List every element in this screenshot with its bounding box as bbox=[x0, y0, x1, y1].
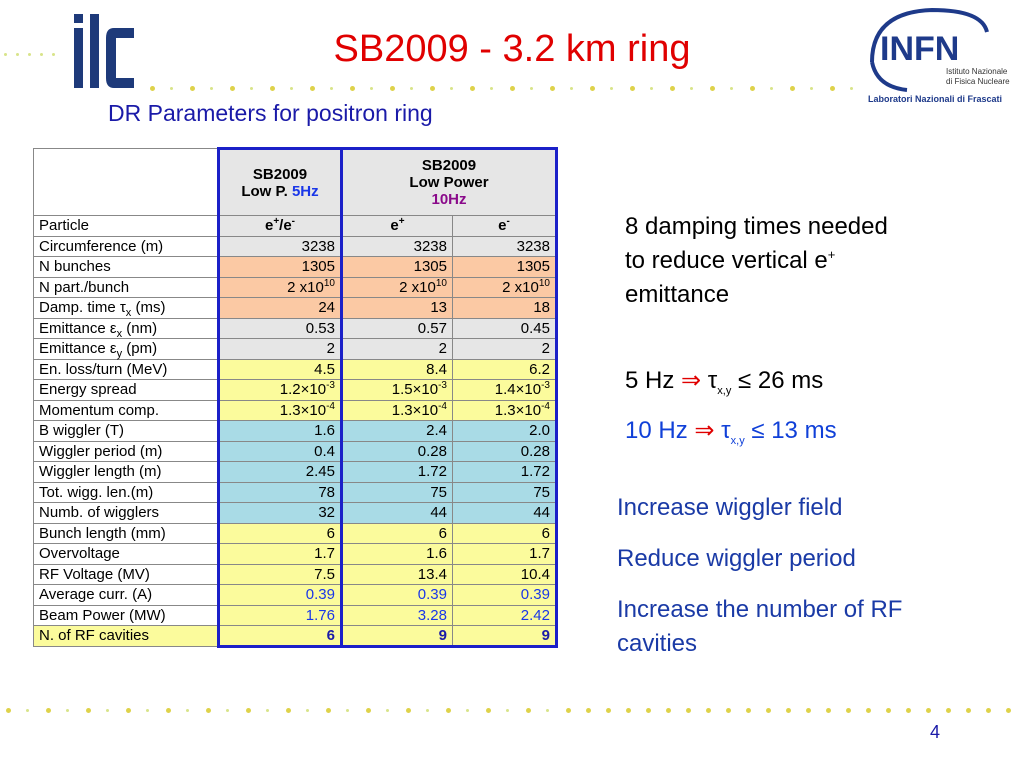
row-value: 8.4 bbox=[342, 359, 453, 380]
action-increase-wiggler-field: Increase wiggler field bbox=[617, 494, 843, 521]
row-value: 0.45 bbox=[453, 318, 557, 339]
row-value: 18 bbox=[453, 298, 557, 319]
slide-title: SB2009 - 3.2 km ring bbox=[333, 28, 691, 70]
table-row bbox=[34, 339, 557, 360]
row-value: 0.53 bbox=[219, 318, 342, 339]
row-label: Circumference (m) bbox=[34, 236, 219, 257]
table-row bbox=[34, 626, 557, 647]
condition-5hz: 5 Hz ⇒ $\tau_{x,y} \le 26$ ms bbox=[625, 367, 824, 397]
row-value: e+ bbox=[342, 216, 453, 237]
row-label: Energy spread bbox=[34, 380, 219, 401]
row-value: 6 bbox=[342, 523, 453, 544]
row-value: 24 bbox=[219, 298, 342, 319]
row-value: 13 bbox=[342, 298, 453, 319]
table-row bbox=[34, 359, 557, 380]
condition-10hz: 10 Hz ⇒ $\tau_{x,y} \le 13$ ms bbox=[625, 417, 837, 447]
row-value: 0.39 bbox=[342, 585, 453, 606]
row-label: Wiggler period (m) bbox=[34, 441, 219, 462]
table-row bbox=[34, 523, 557, 544]
row-value: 1.72 bbox=[453, 462, 557, 483]
table-body bbox=[34, 216, 557, 647]
row-value: 75 bbox=[453, 482, 557, 503]
row-value: 2.42 bbox=[453, 605, 557, 626]
table-row bbox=[34, 482, 557, 503]
row-value: 3238 bbox=[453, 236, 557, 257]
row-label: B wiggler (T) bbox=[34, 421, 219, 442]
row-value: 6 bbox=[219, 523, 342, 544]
row-value: e+/e- bbox=[219, 216, 342, 237]
row-label: RF Voltage (MV) bbox=[34, 564, 219, 585]
implies-arrow-icon: ⇒ bbox=[681, 367, 702, 394]
parameters-table bbox=[33, 147, 558, 648]
table-header-empty bbox=[34, 149, 219, 216]
row-label: Damp. time $\tau_x$ (ms) bbox=[34, 298, 219, 319]
row-label: Bunch length (mm) bbox=[34, 523, 219, 544]
action-reduce-wiggler-period: Reduce wiggler period bbox=[617, 545, 856, 572]
table-row bbox=[34, 257, 557, 278]
row-value: 2 bbox=[219, 339, 342, 360]
row-value: $1.2\times 10^{-3}$ bbox=[219, 380, 342, 401]
row-value: 7.5 bbox=[219, 564, 342, 585]
row-value: 0.39 bbox=[219, 585, 342, 606]
row-value: 0.4 bbox=[219, 441, 342, 462]
table-row bbox=[34, 298, 557, 319]
row-label: Tot. wigg. len.(m) bbox=[34, 482, 219, 503]
table-row bbox=[34, 421, 557, 442]
row-label: Wiggler length (m) bbox=[34, 462, 219, 483]
table-row bbox=[34, 585, 557, 606]
row-value: 9 bbox=[453, 626, 557, 647]
table-row bbox=[34, 605, 557, 626]
table-header-5hz: SB2009 Low P. 5Hz bbox=[219, 149, 342, 216]
row-value: 2 bbox=[453, 339, 557, 360]
row-value: $1.3\times 10^{-4}$ bbox=[342, 400, 453, 421]
svg-text:di Fisica Nucleare: di Fisica Nucleare bbox=[946, 77, 1010, 86]
row-label: Average curr. (A) bbox=[34, 585, 219, 606]
row-label: Overvoltage bbox=[34, 544, 219, 565]
row-value: 10.4 bbox=[453, 564, 557, 585]
row-value: $1.3\times 10^{-4}$ bbox=[453, 400, 557, 421]
row-value: 2 $x10^{10}$ bbox=[219, 277, 342, 298]
row-value: 0.28 bbox=[342, 441, 453, 462]
row-value: 1305 bbox=[453, 257, 557, 278]
row-value: 1305 bbox=[219, 257, 342, 278]
bottom-dotted-line bbox=[0, 706, 1024, 716]
row-value: 13.4 bbox=[342, 564, 453, 585]
row-value: 0.39 bbox=[453, 585, 557, 606]
row-value: 6 bbox=[219, 626, 342, 647]
row-value: $1.3\times 10^{-4}$ bbox=[219, 400, 342, 421]
svg-text:Istituto Nazionale: Istituto Nazionale bbox=[946, 67, 1008, 76]
table-row bbox=[34, 462, 557, 483]
row-value: 0.57 bbox=[342, 318, 453, 339]
row-value: 6 bbox=[453, 523, 557, 544]
row-value: 1.7 bbox=[219, 544, 342, 565]
row-value: 44 bbox=[342, 503, 453, 524]
table-row bbox=[34, 216, 557, 237]
table-row bbox=[34, 236, 557, 257]
row-label: Particle bbox=[34, 216, 219, 237]
row-value: 0.28 bbox=[453, 441, 557, 462]
row-value: 2 $x10^{10}$ bbox=[453, 277, 557, 298]
damping-note: 8 damping times needed to reduce vertical e+ emittance bbox=[625, 213, 888, 308]
svg-text:Laboratori Nazionali di Frasca: Laboratori Nazionali di Frascati bbox=[868, 94, 1003, 104]
page-number: 4 bbox=[929, 722, 940, 742]
row-value: 9 bbox=[342, 626, 453, 647]
row-value: 1.72 bbox=[342, 462, 453, 483]
row-value: $1.5\times 10^{-3}$ bbox=[342, 380, 453, 401]
row-value: 2.0 bbox=[453, 421, 557, 442]
row-value: 3.28 bbox=[342, 605, 453, 626]
row-value: $1.4\times 10^{-3}$ bbox=[453, 380, 557, 401]
row-value: 3238 bbox=[219, 236, 342, 257]
row-label: En. loss/turn (MeV) bbox=[34, 359, 219, 380]
table-row bbox=[34, 380, 557, 401]
row-value: 75 bbox=[342, 482, 453, 503]
row-label: N part./bunch bbox=[34, 277, 219, 298]
row-value: 2 $x10^{10}$ bbox=[342, 277, 453, 298]
row-value: 44 bbox=[453, 503, 557, 524]
table-row bbox=[34, 441, 557, 462]
table-row bbox=[34, 544, 557, 565]
row-value: 6.2 bbox=[453, 359, 557, 380]
row-value: 1.7 bbox=[453, 544, 557, 565]
row-value: e- bbox=[453, 216, 557, 237]
row-label: Beam Power (MW) bbox=[34, 605, 219, 626]
slide-subtitle: DR Parameters for positron ring bbox=[108, 100, 433, 126]
row-value: 78 bbox=[219, 482, 342, 503]
table-row bbox=[34, 503, 557, 524]
table-header-10hz: SB2009 Low Power 10Hz bbox=[342, 149, 557, 216]
table-header-row bbox=[34, 149, 557, 216]
row-label: Numb. of wigglers bbox=[34, 503, 219, 524]
table-row bbox=[34, 400, 557, 421]
action-increase-rf-cavities: Increase the number of RF cavities bbox=[617, 596, 903, 657]
row-value: 1.6 bbox=[342, 544, 453, 565]
svg-text:INFN: INFN bbox=[880, 30, 960, 68]
row-value: 2.45 bbox=[219, 462, 342, 483]
implies-arrow-icon: ⇒ bbox=[694, 417, 715, 444]
row-label: N bunches bbox=[34, 257, 219, 278]
row-label: Momentum comp. bbox=[34, 400, 219, 421]
row-value: 2 bbox=[342, 339, 453, 360]
row-value: 3238 bbox=[342, 236, 453, 257]
row-label: Emittance $\varepsilon_x$ (nm) bbox=[34, 318, 219, 339]
table-row bbox=[34, 564, 557, 585]
row-value: 4.5 bbox=[219, 359, 342, 380]
row-label: N. of RF cavities bbox=[34, 626, 219, 647]
row-label: Emittance $\varepsilon_y$ (pm) bbox=[34, 339, 219, 360]
row-value: 1305 bbox=[342, 257, 453, 278]
row-value: 2.4 bbox=[342, 421, 453, 442]
row-value: 1.6 bbox=[219, 421, 342, 442]
row-value: 1.76 bbox=[219, 605, 342, 626]
table-row bbox=[34, 277, 557, 298]
svg-text:ilc: ilc bbox=[62, 8, 63, 9]
table-row bbox=[34, 318, 557, 339]
row-value: 32 bbox=[219, 503, 342, 524]
